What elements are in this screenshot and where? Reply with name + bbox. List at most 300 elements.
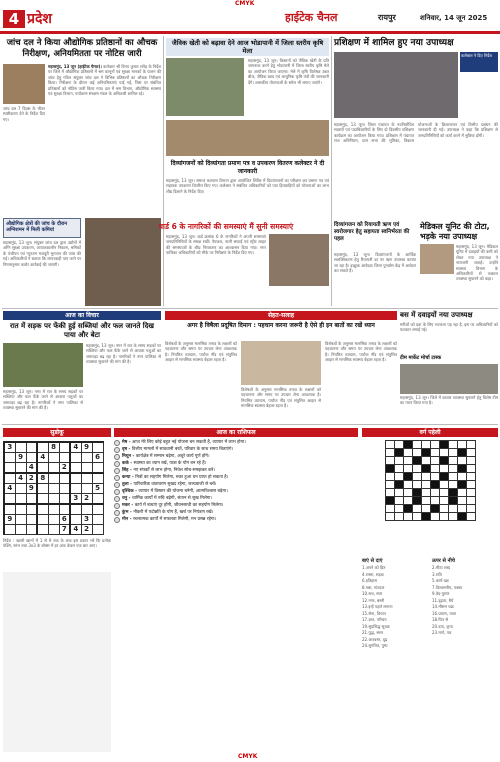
crossword-cell: [385, 481, 394, 489]
sudoku-cell: [81, 504, 92, 514]
sudoku-row: [4, 453, 103, 463]
sudoku-cell: [15, 494, 26, 505]
rashi-item: [114, 447, 358, 453]
crossword-cell: [394, 481, 403, 489]
sudoku-cell: [59, 494, 70, 505]
sudoku-cell: [59, 442, 70, 453]
crossword-cell: [457, 465, 466, 473]
column-divider: [331, 36, 332, 306]
crossword-cell: [466, 441, 475, 449]
crossword-row: [385, 457, 475, 465]
crossword-cell: [430, 465, 439, 473]
rashi-item: [114, 475, 358, 481]
crossword-cell: [466, 489, 475, 497]
sudoku-cell: [92, 514, 103, 524]
story-photo: [400, 364, 498, 394]
zodiac-icon: [114, 503, 120, 509]
down-title: ऊपर से नीचे: [432, 558, 455, 564]
sudoku-cell: [4, 453, 15, 463]
crossword-cell: [403, 481, 412, 489]
zodiac-icon: [114, 475, 120, 481]
sudoku-cell: 6: [92, 453, 103, 463]
sudoku-cell: [15, 524, 26, 534]
sudoku-cell: [92, 524, 103, 534]
sudoku-cell: 8: [37, 473, 48, 484]
story-headline: रात में सड़क पर फेंकी हुई सब्जियां और फल जानते दिख पाया और बेटा: [9, 322, 155, 339]
crossword-cell: [448, 457, 457, 465]
crossword-cell: [412, 441, 421, 449]
crossword-cell: [385, 473, 394, 481]
across-clue: 21.युद्ध, समर: [362, 630, 384, 635]
zodiac-icon: [114, 454, 120, 460]
crossword-cell: [394, 449, 403, 457]
zodiac-icon: [114, 496, 120, 502]
story-loan: [334, 222, 498, 306]
crossword-cell: [421, 449, 430, 457]
edition-date: शनिवार, 14 जून 2025: [420, 14, 488, 22]
story-photo: [420, 244, 454, 274]
crossword-cell: [412, 449, 421, 457]
story-headline: दिव्यांगजन को रियायती ऋण एवं स्वरोजगार हेतु सहायता स्वनिर्भरता की पहल: [334, 222, 410, 242]
masthead: [0, 0, 500, 34]
crossword-cell: [430, 481, 439, 489]
crossword-cell: [430, 441, 439, 449]
sudoku-cell: 4: [15, 473, 26, 484]
crossword-cell: [403, 473, 412, 481]
row-divider: [2, 308, 498, 309]
across-clue: 22.आश्वस्त, दृढ़: [362, 636, 388, 642]
crossword-cell: [412, 497, 421, 505]
rashifal-list: [114, 440, 358, 523]
crossword-cell: [394, 513, 403, 521]
across-clue: 10.सच, सत्य: [362, 591, 383, 596]
crossword-cell: [412, 481, 421, 489]
crossword-cell: [385, 465, 394, 473]
crossword-cell: [457, 449, 466, 457]
story-divyang: [166, 160, 329, 220]
crossword-cell: [430, 473, 439, 481]
sudoku-panel: [3, 428, 111, 568]
side-note: कलेक्टर ने दिए निर्देश: [460, 52, 498, 72]
sudoku-cell: [70, 484, 81, 494]
crossword-grid: [385, 440, 476, 521]
crossword-cell: [457, 497, 466, 505]
page-number: 4: [3, 10, 25, 28]
section-band: आज का विचार: [3, 311, 161, 320]
rashifal-title: आज का राशिफल: [114, 428, 358, 437]
sudoku-cell: [37, 484, 48, 494]
down-clue: 2.मीठा शब्द: [432, 565, 451, 570]
crossword-cell: [385, 489, 394, 497]
down-clue: 5.कार्य-दक्ष: [432, 578, 449, 583]
sudoku-cell: [26, 504, 37, 514]
story-headline: वार्ड 6 के नागरिकों की समस्याएं मैं सुनी समस्याएं: [158, 222, 294, 231]
crossword-cell: [448, 513, 457, 521]
story-photo: [269, 234, 329, 286]
crossword-cell: [385, 449, 394, 457]
crossword-row: [385, 441, 475, 449]
crossword-cell: [403, 441, 412, 449]
sudoku-grid: [3, 441, 104, 535]
story-body: महासमुंद, 13 जून। दिव्यांगजनों के आर्थिक सशक्तिकरण हेतु रियायती दर पर ऋण उपलब्ध कराया जा रहा है। इच्छुक आवेदक जिला पुनर्वास केंद्र में आवेदन कर सकते हैं।: [334, 252, 416, 274]
sudoku-cell: [26, 514, 37, 524]
zodiac-icon: [114, 510, 120, 516]
crossword-cell: [430, 497, 439, 505]
sudoku-cell: 8: [48, 442, 59, 453]
rashi-item: [114, 461, 358, 467]
sudoku-cell: [15, 514, 26, 524]
crossword-cell: [403, 497, 412, 505]
sudoku-cell: [81, 453, 92, 463]
sudoku-cell: 4: [37, 453, 48, 463]
sudoku-cell: 3: [70, 494, 81, 505]
story-headline: जैविक खेती को बढ़ावा देने आज भोडापानी में जिला स्तरीय कृषि मेला: [166, 38, 329, 56]
across-clue: 12.नगर, बस्ती: [362, 597, 385, 603]
sudoku-cell: [92, 442, 103, 453]
crossword-cell: [421, 473, 430, 481]
sudoku-cell: [37, 463, 48, 474]
sudoku-cell: [15, 463, 26, 474]
crossword-cell: [439, 465, 448, 473]
across-clue: 4.रास्ता, सड़क: [362, 571, 384, 577]
down-clue: 16.प्रयाण, यात्रा: [432, 610, 457, 616]
photo-caption: जांच दल 7 दिवस के भीतर स्पष्टीकरण देने के निर्देश दिए गए।: [3, 106, 45, 122]
crossword-cell: [403, 457, 412, 465]
sudoku-cell: 9: [81, 442, 92, 453]
crossword-cell: [421, 505, 430, 513]
story-body-col: विशेषज्ञों के अनुसार मानसिक तनाव के लक्षणों को पहचानना और समय पर उपचार लेना आवश्यक है। नियमित व्यायाम, पर्याप्त नींद एवं संतुलित आहार से मानसिक स्वास्थ्य बेहतर रहता है।: [241, 387, 321, 409]
story-photo: [166, 58, 244, 116]
crossword-cell: [457, 513, 466, 521]
crossword-cell: [466, 497, 475, 505]
sudoku-cell: 2: [26, 473, 37, 484]
crossword-row: [385, 497, 475, 505]
sudoku-cell: 4: [26, 463, 37, 474]
sudoku-cell: [48, 453, 59, 463]
sudoku-cell: [92, 463, 103, 474]
crossword-cell: [385, 497, 394, 505]
crossword-cell: [448, 449, 457, 457]
sudoku-cell: [70, 473, 81, 484]
sudoku-cell: [15, 504, 26, 514]
crossword-cell: [421, 513, 430, 521]
row-divider: [2, 424, 498, 425]
crossword-cell: [412, 473, 421, 481]
crossword-cell: [430, 513, 439, 521]
crossword-cell: [439, 489, 448, 497]
story-photo: [334, 52, 458, 118]
crossword-cell: [421, 465, 430, 473]
crossword-cell: [439, 441, 448, 449]
story-body: महासमुंद, 13 जून। जिला पंचायत के नवनिर्वाचित सदस्यों एवं पदाधिकारियों के लिए दो दिवसीय प्रशिक्षण कार्यक्रम का आयोजन किया गया। प्रशिक्षण में पंचायत राज अधिनियम, ग्राम सभा की भूमिका, विकास योजनाओं के क्रियान्वयन एवं वित्तीय प्रबंधन की जानकारी दी गई। उपाध्यक्ष ने कहा कि प्रशिक्षण से जनप्रतिनिधियों को कार्य करने में सुविधा होगी।: [334, 122, 498, 144]
sudoku-row: [4, 473, 103, 484]
zodiac-icon: [114, 440, 120, 446]
zodiac-icon: [114, 482, 120, 488]
crossword-cell: [466, 481, 475, 489]
crossword-row: [385, 513, 475, 521]
sudoku-cell: [48, 463, 59, 474]
story-headline: बस में दवाइयों नया उपाध्यक्ष: [400, 311, 473, 319]
sudoku-row: [4, 463, 103, 474]
crossword-cell: [448, 441, 457, 449]
sudoku-cell: [48, 504, 59, 514]
rashi-item: [114, 482, 358, 488]
crossword-cell: [439, 473, 448, 481]
crossword-cell: [457, 489, 466, 497]
story-headline: दिव्यांगजनों को दिव्यांगता प्रमाण पत्र व उपकरण वितरण कलेक्टर ने दी जानकारी: [170, 160, 325, 175]
sudoku-cell: [59, 473, 70, 484]
sudoku-cell: 2: [81, 524, 92, 534]
story-headline: मेडिकल यूनिट की टोटा, भड़के नया उपाध्यक्ष: [420, 222, 490, 241]
sudoku-cell: [37, 504, 48, 514]
crossword-cell: [457, 473, 466, 481]
crossword-cell: [394, 457, 403, 465]
sudoku-title: सुडोकू: [3, 428, 111, 437]
down-clue: 20.दया, कृपा: [432, 623, 453, 629]
story-body-col: विशेषज्ञों के अनुसार मानसिक तनाव के लक्षणों को पहचानना और समय पर उपचार लेना आवश्यक है। नियमित व्यायाम, पर्याप्त नींद एवं संतुलित आहार से मानसिक स्वास्थ्य बेहतर रहता है।: [325, 341, 397, 363]
crossword-cell: [430, 449, 439, 457]
crossword-cell: [457, 505, 466, 513]
sudoku-cell: [70, 504, 81, 514]
crossword-cell: [466, 449, 475, 457]
story-photo: [3, 64, 45, 104]
crossword-cell: [430, 457, 439, 465]
down-clue: 3.रात्रि: [432, 571, 442, 577]
across-clue: 1.अपने को हित: [362, 565, 386, 570]
story-body: महासमुंद, 13 जून। समाज कल्याण विभाग द्वारा आयोजित शिविर में दिव्यांगजनों का परीक्षण कर प्रमाण पत्र एवं सहायक उपकरण वितरित किए गए। कलेक्टर ने संबंधित अधिकारियों को पात्र हितग्राहियों को योजनाओं का लाभ शीघ्र दिलाने के निर्देश दिए।: [166, 178, 329, 194]
sudoku-cell: [81, 463, 92, 474]
story-photo: [241, 341, 321, 385]
sudoku-row: [4, 524, 103, 534]
sudoku-cell: [37, 494, 48, 505]
rashi-item: [114, 496, 358, 502]
down-clue: 11.दृढ़ता, धैर्य: [432, 597, 454, 603]
crossword-row: [385, 481, 475, 489]
story-body: महासमुंद, 13 जून। वार्ड क्रमांक 6 के नागरिकों ने अपनी समस्याएं जनप्रतिनिधियों के समक्ष रखीं। पेयजल, नाली सफाई एवं स्ट्रीट लाइट की समस्याओं के शीघ्र निराकरण का आश्वासन दिया गया। नगर पालिका अधिकारियों को मौके पर निरीक्षण के निर्देश दिए गए।: [166, 234, 266, 256]
sudoku-cell: [48, 484, 59, 494]
down-clues: [432, 558, 498, 637]
across-clues: [362, 558, 428, 650]
sudoku-cell: 5: [92, 484, 103, 494]
crossword-cell: [394, 489, 403, 497]
newspaper-name: हाईटेक चैनल: [285, 11, 338, 24]
rashi-item: [114, 510, 358, 516]
across-title: बाएं से दाएं: [362, 558, 383, 564]
sudoku-cell: [4, 504, 15, 514]
sudoku-cell: 2: [59, 463, 70, 474]
sudoku-row: [4, 484, 103, 494]
across-clue: 15.सेना, विधान: [362, 610, 386, 616]
crossword-cell: [439, 449, 448, 457]
sudoku-cell: [26, 494, 37, 505]
crossword-cell: [421, 489, 430, 497]
crossword-panel: [362, 428, 498, 754]
rashi-text: मेष - आज मेरे लिए कोई बहुत नई योजना बन सकती है, व्यापार में लाभ होगा।: [122, 440, 246, 445]
sudoku-cell: [59, 484, 70, 494]
rashi-text: धनु - धार्मिक कार्यों में रुचि बढ़ेगी, संतान से सुख मिलेगा।: [122, 496, 213, 501]
sudoku-cell: [37, 514, 48, 524]
across-clue: 17.ज्ञात, परिचय: [362, 617, 387, 622]
crossword-cell: [466, 457, 475, 465]
story-body: विशेषज्ञों के अनुसार मानसिक तनाव के लक्षणों को पहचानना और समय पर उपचार लेना आवश्यक है। नियमित व्यायाम, पर्याप्त नींद एवं संतुलित आहार से मानसिक स्वास्थ्य बेहतर रहता है।: [165, 341, 237, 363]
crossword-cell: [457, 441, 466, 449]
story-medical: [420, 222, 498, 306]
rashi-text: सिंह - नए संपर्कों से लाभ होगा, निवेश सोच-समझकर करें।: [122, 468, 215, 473]
crossword-cell: [457, 481, 466, 489]
crossword-cell: [412, 465, 421, 473]
sudoku-cell: [48, 524, 59, 534]
crossword-cell: [421, 457, 430, 465]
sudoku-cell: [37, 524, 48, 534]
sudoku-cell: 2: [81, 494, 92, 505]
rashi-text: वृश्चिक - व्यापार में विस्तार की योजना बनेगी, आत्मविश्वास बढ़ेगा।: [122, 489, 228, 494]
down-clue: 18.फिर से: [432, 617, 449, 622]
crossword-cell: [403, 449, 412, 457]
down-clue: 7.विश्वसनीय, पक्का: [432, 584, 463, 590]
crossword-cell: [430, 489, 439, 497]
crossword-row: [385, 473, 475, 481]
blank-area: [3, 572, 111, 752]
story-body: महासमुंद, 13 जून। जिले में बाजार व्यवस्था सुधारने हेतु विशेष टीम का गठन किया गया है।: [400, 395, 498, 406]
story-dateline: महासमुंद, 13 जून (हाईटेक चैनल)।: [48, 64, 102, 69]
rashi-text: कन्या - मित्रों का सहयोग मिलेगा, रुका हुआ धन प्राप्त हो सकता है।: [122, 475, 229, 480]
sudoku-cell: [81, 484, 92, 494]
zodiac-icon: [114, 468, 120, 474]
sudoku-row: [4, 442, 103, 453]
crossword-cell: [439, 481, 448, 489]
story-body: महासमुंद, 13 जून। किसानों को जैविक खेती के प्रति जागरूक करने हेतु भोडापानी में जिला स्तरीय कृषि मेले का आयोजन किया जाएगा। मेले में कृषि विशेषज्ञ उन्नत बीज, जैविक खाद एवं आधुनिक कृषि यंत्रों की जानकारी देंगे। शासकीय योजनाओं के स्टॉल भी लगाए जाएंगे।: [248, 58, 329, 85]
sudoku-cell: [15, 484, 26, 494]
crossword-cell: [448, 489, 457, 497]
sudoku-cell: 7: [59, 524, 70, 534]
story-headline: टीम मार्केट मोर्चा टास्क: [400, 355, 442, 361]
story-photo: [166, 120, 329, 156]
across-clue: 13.इन्हें पहले लगाना: [362, 604, 393, 609]
sudoku-cell: [4, 524, 15, 534]
crossword-cell: [394, 497, 403, 505]
crossword-cell: [448, 481, 457, 489]
rashi-item: [114, 489, 358, 495]
crossword-cell: [403, 513, 412, 521]
crossword-row: [385, 505, 475, 513]
rashi-item: [114, 454, 358, 460]
crossword-cell: [448, 497, 457, 505]
sudoku-cell: [26, 453, 37, 463]
sudoku-cell: [15, 442, 26, 453]
crossword-row: [385, 449, 475, 457]
crossword-cell: [466, 513, 475, 521]
crossword-cell: [439, 497, 448, 505]
edition-city: रायपुर: [378, 13, 396, 22]
rashi-text: मीन - रचनात्मक कार्यों में सफलता मिलेगी, मन प्रसन्न रहेगा।: [122, 517, 217, 522]
section-title: प्रदेश: [27, 11, 52, 27]
across-clue: 24.सुगंधित, पुष्प: [362, 643, 388, 648]
story-body: महासमुंद, 13 जून। नगर में रात के समय सड़कों पर सब्जियां और फल फेंके जाने से आवारा पशुओं का जमावड़ा बढ़ रहा है। नागरिकों ने नगर पालिका से व्यवस्था सुधारने की मांग की है।: [86, 343, 161, 365]
sudoku-cell: [4, 494, 15, 505]
story-krishi-mela: [166, 38, 329, 158]
story-body: [48, 64, 161, 214]
crossword-cell: [412, 513, 421, 521]
sudoku-cell: 4: [70, 442, 81, 453]
rashifal-panel: [114, 428, 358, 754]
sudoku-cell: [70, 463, 81, 474]
crossword-cell: [385, 441, 394, 449]
crossword-cell: [403, 465, 412, 473]
sudoku-cell: 9: [15, 453, 26, 463]
sudoku-cell: [59, 453, 70, 463]
down-clue: 23.मार्ग, पथ: [432, 630, 452, 635]
cmyk-mark: CMYK: [238, 753, 258, 760]
rashi-item: [114, 468, 358, 474]
down-clue: 9.वेद-पुराण: [432, 591, 450, 596]
crossword-cell: [448, 465, 457, 473]
crossword-cell: [394, 441, 403, 449]
sudoku-cell: [70, 453, 81, 463]
sub-body: महासमुंद, 13 जून। संयुक्त जांच दल द्वारा उद्योगों में अग्नि सुरक्षा उपकरण, आपातकालीन निकास, श्रमिकों के पंजीयन एवं न्यूनतम मजदूरी भुगतान की जांच की गई। अधिकारियों ने बताया कि लापरवाही पाए जाने पर नियमानुसार कठोर कार्रवाई की जाएगी।: [3, 240, 81, 267]
sudoku-cell: [48, 514, 59, 524]
sudoku-cell: 4: [4, 484, 15, 494]
story-body: मरीजों को दवा के लिए भटकना पड़ रहा है, इस पर अधिकारियों को फटकार लगाई गई।: [400, 322, 498, 333]
crossword-cell: [466, 473, 475, 481]
story-body: महासमुंद, 13 जून। मेडिकल यूनिट में दवाइयों की कमी को लेकर नया उपाध्यक्ष ने नाराजगी जताई। उन्होंने स्वास्थ्य विभाग के अधिकारियों से तत्काल व्यवस्था सुधारने को कहा।: [456, 244, 498, 282]
rashi-text: कर्क - स्वास्थ्य का ध्यान रखें, यात्रा के योग बन रहे हैं।: [122, 461, 207, 466]
story-headline: प्रशिक्षण में शामिल हुए नया उपाध्यक्ष: [334, 38, 454, 48]
sudoku-cell: [59, 504, 70, 514]
crossword-row: [385, 465, 475, 473]
story-text: कलेक्टर श्री विनय कुमार लंगेह के निर्देश पर जिले में औद्योगिक प्रतिष्ठानों में श्रम कानूनों एवं सुरक्षा मानकों के पालन की जांच हेतु गठित संयुक्त जांच दल ने विभिन्न प्रतिष्ठानों का औचक निरीक्षण किया। निरीक्षण के दौरान कई अनियमितताएं पाई गईं, जिस पर संबंधित प्रतिष्ठानों को नोटिस जारी किया गया। दल में श्रम विभाग, औद्योगिक स्वास्थ्य एवं सुरक्षा विभाग, पर्यावरण संरक्षण मंडल के अधिकारी शामिल रहे।: [48, 64, 161, 97]
crossword-cell: [466, 465, 475, 473]
masthead-rule: [0, 31, 500, 34]
story-health: [165, 311, 397, 421]
section-band: सेहत-सलाह: [165, 311, 397, 320]
story-body-col: महासमुंद, 13 जून। नगर में रात के समय सड़कों पर सब्जियां और फल फेंके जाने से आवारा पशुओं का जमावड़ा बढ़ रहा है। नागरिकों ने नगर पालिका से व्यवस्था सुधारने की मांग की है।: [3, 389, 83, 411]
crossword-cell: [394, 473, 403, 481]
crossword-cell: [421, 441, 430, 449]
story-body-col: [3, 106, 45, 216]
sudoku-cell: 9: [26, 484, 37, 494]
across-clue: 19.सुप्रसिद्ध सूचक: [362, 623, 390, 629]
sudoku-cell: [92, 494, 103, 505]
sudoku-cell: [81, 473, 92, 484]
across-clue: 6.इतिहास: [362, 578, 377, 583]
sudoku-row: [4, 504, 103, 514]
sudoku-row: [4, 494, 103, 505]
story-headline: अगर है विषैला प्रदूषित दिमाग : पहचान करना जरूरी है ऐसे ही इन बातों का रखें ध्यान: [187, 322, 375, 329]
story-bus-medicine: [400, 311, 498, 421]
story-training: [334, 38, 498, 218]
sudoku-row: [4, 514, 103, 524]
crossword-cell: [403, 489, 412, 497]
story-photo: [3, 343, 83, 387]
cmyk-mark: CMYK: [235, 0, 255, 7]
story-vegetables: [3, 311, 161, 421]
crossword-cell: [448, 473, 457, 481]
story-headline: जांच दल ने किया औद्योगिक प्रतिष्ठानों का औचक निरीक्षण, अनियमितता पर नोटिस जारी: [6, 38, 158, 59]
zodiac-icon: [114, 489, 120, 495]
crossword-title: वर्ग पहेली: [362, 428, 498, 437]
crossword-cell: [394, 505, 403, 513]
crossword-cell: [439, 457, 448, 465]
crossword-cell: [385, 505, 394, 513]
crossword-cell: [412, 505, 421, 513]
sudoku-cell: [26, 524, 37, 534]
zodiac-icon: [114, 461, 120, 467]
zodiac-icon: [114, 517, 120, 523]
sudoku-cell: [92, 473, 103, 484]
rashi-item: [114, 503, 358, 509]
zodiac-icon: [114, 447, 120, 453]
rashi-text: कुंभ - नौकरी में पदोन्नति के योग हैं, खर्च पर नियंत्रण रखें।: [122, 510, 214, 515]
